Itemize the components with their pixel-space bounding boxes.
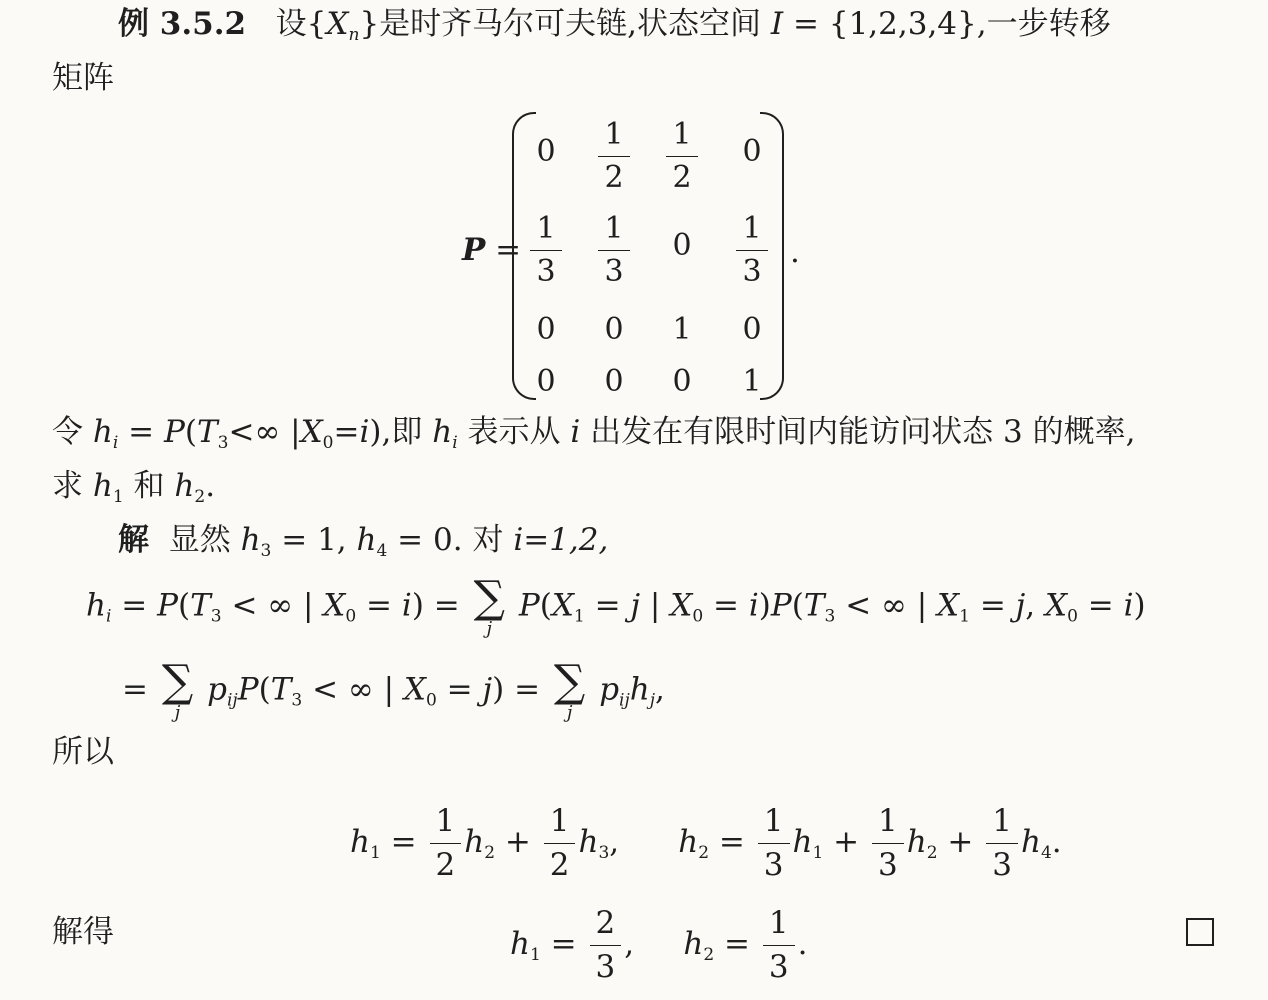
matrix-cell: 0 [604, 364, 624, 399]
transition-matrix [512, 112, 784, 399]
solution-line: 解 显然 $h_3 = 1$, $h_4 = 0$. 对 i=1,2, [118, 522, 609, 561]
solve-get: 解得 [52, 914, 114, 950]
derivation-line-1: $h_i = P(T_3$ < ∞ | $X_0 = i$) = ∑ j $P(X_1 = j$ | $X_0 = i)P(T_3$ < ∞ | $X_1 = j$, $X_0 = i$) [86, 572, 1146, 639]
matrix-cell: 0 [536, 312, 556, 347]
definition-line: 令 $h_i = P(T_3<\infty$ $|X_0=i$),即 $h_i$ 表示从 i 出发在有限时间内能访问状态 3 的概率, [52, 414, 1136, 453]
matrix-cell: 1 [672, 312, 692, 347]
matrix-cell: 0 [742, 134, 762, 169]
matrix-cell: 0 [672, 364, 692, 399]
matrix-cell: $\frac{1}{2}$ [584, 120, 644, 193]
therefore: 所以 [52, 734, 114, 770]
matrix-cell: 0 [742, 312, 762, 347]
matrix-cell: $\frac{1}{3}$ [722, 214, 782, 287]
matrix-period: . [790, 234, 800, 270]
matrix-cell: $\frac{1}{2}$ [652, 120, 712, 193]
matrix-cell: 0 [536, 364, 556, 399]
matrix-name: P = [462, 232, 522, 268]
intro-pre: 设 [275, 6, 307, 42]
matrix-cell: $\frac{1}{3}$ [516, 214, 576, 287]
system-equations: $h_1$ = $\frac{1}{2}$ $h_2$ + $\frac{1}{2}$ $h_3$, $h_2$ = $\frac{1}{3}$ $h_1$ + $\frac{1}{3}$ $h_2$ + $\frac{1}{3}$ $h_4$. [350, 803, 1062, 883]
matrix-cell: 0 [536, 134, 556, 169]
matrix-cell: 0 [604, 312, 624, 347]
matrix-cell: $\frac{1}{3}$ [584, 214, 644, 287]
ask-line: 求 $h_1$ 和 $h_2$. [52, 468, 216, 507]
matrix-word: 矩阵 [52, 60, 114, 96]
qed-square-icon [1186, 918, 1214, 946]
result-equations: $h_1$ = $\frac{2}{3}$ , $h_2$ = $\frac{1}{3}$ . [510, 905, 808, 985]
matrix-cell: 1 [742, 364, 762, 399]
matrix-cell: 0 [672, 228, 692, 263]
example-heading-line: 例 3.5.2 设$\{X_n\}$是时齐马尔可夫链,状态空间 I = {1,2,3,4},一步转移 [118, 6, 1111, 45]
intro-post: 是时齐马尔可夫链,状态空间 [379, 6, 762, 42]
intro-tail: ,一步转移 [976, 6, 1111, 42]
derivation-line-2: = ∑ j $p_{ij}P(T_3$ < ∞ | $X_0 = j$) = ∑ j $p_{ij}h_j$, [122, 656, 665, 723]
example-label: 例 3.5.2 [118, 6, 247, 42]
state-space: {1,2,3,4} [828, 6, 977, 42]
